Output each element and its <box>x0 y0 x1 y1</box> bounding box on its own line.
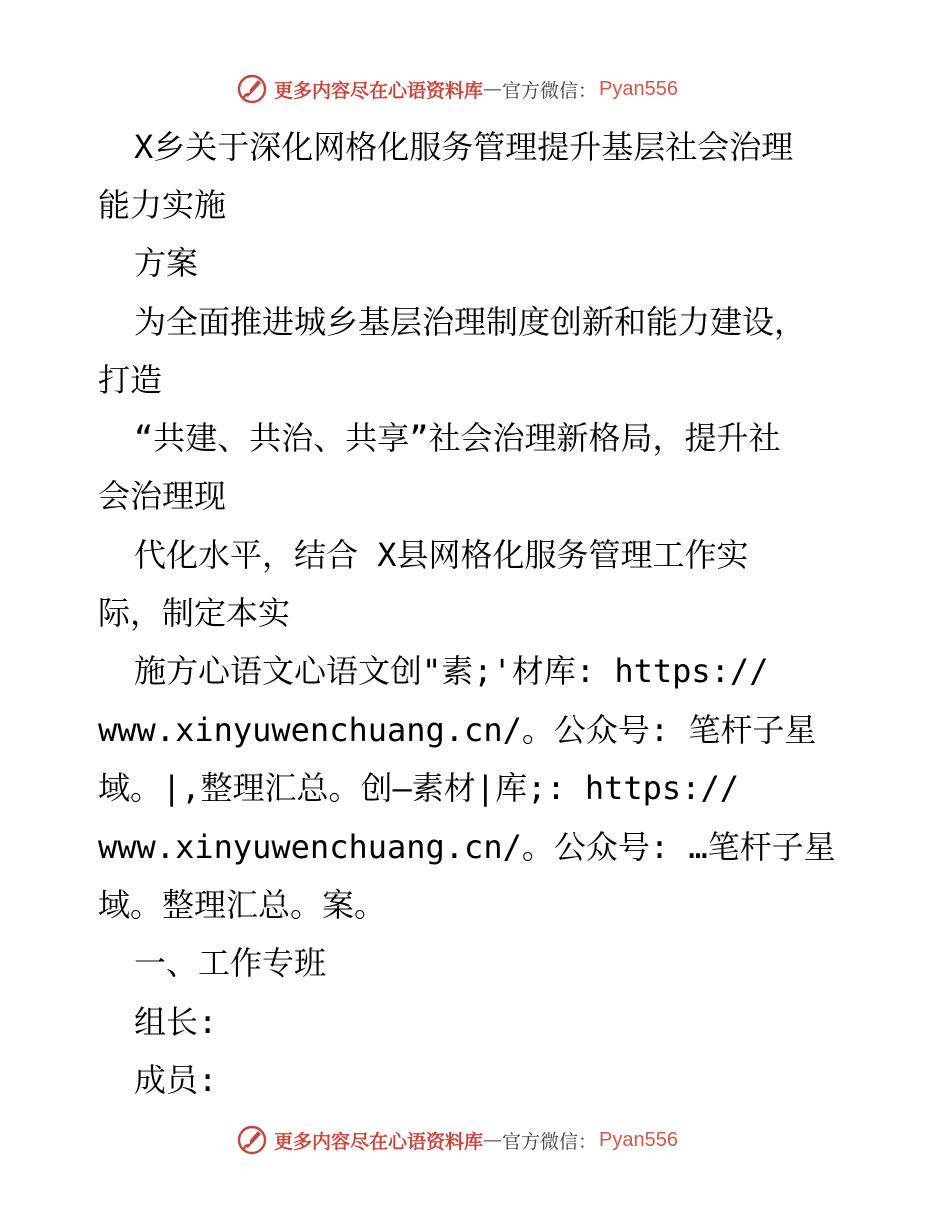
banner-label: 官方微信： <box>502 79 598 102</box>
banner-separator: — <box>483 78 503 100</box>
paragraph-line: 会治理现 <box>98 477 227 515</box>
section-heading: 一、工作专班 <box>134 944 327 982</box>
banner-separator: — <box>483 1129 503 1151</box>
banner-label: 官方微信： <box>502 1130 598 1153</box>
banner-brand: 更多内容尽在心语资料库 <box>274 1130 484 1153</box>
paragraph-line: “共建、共治、共享”社会治理新格局，提升社 <box>134 419 781 457</box>
footer-banner <box>236 1123 678 1157</box>
title-line-2: 能力实施 <box>98 186 227 224</box>
paragraph-line: 代化水平，结合 X县网格化服务管理工作实 <box>134 536 749 574</box>
paragraph-line: www.xinyuwenchuang.cn/。公众号: 笔杆子星 <box>98 711 817 749</box>
paragraph-line: 域。|,整理汇总。创—素材|库;: https:// <box>98 769 739 807</box>
banner-account: Pyan556 <box>599 1128 678 1151</box>
title-line-1: X乡关于深化网格化服务管理提升基层社会治理 <box>134 128 794 166</box>
paragraph-line: 施方心语文心语文创"素;'材库: https:// <box>134 652 769 690</box>
leader-field: 组长: <box>134 1003 218 1041</box>
quill-logo-icon <box>236 1124 268 1156</box>
paragraph-line: 打造 <box>98 361 163 399</box>
paragraph-line: 际，制定本实 <box>98 594 291 632</box>
members-field: 成员: <box>134 1061 218 1099</box>
paragraph-line: 域。整理汇总。案。 <box>98 886 387 924</box>
banner-brand: 更多内容尽在心语资料库 <box>274 79 484 102</box>
paragraph-line: 为全面推进城乡基层治理制度创新和能力建设， <box>134 303 807 341</box>
banner-account: Pyan556 <box>599 77 678 100</box>
paragraph-line: www.xinyuwenchuang.cn/。公众号: …笔杆子星 <box>98 828 836 866</box>
title-line-3: 方案 <box>134 244 199 282</box>
